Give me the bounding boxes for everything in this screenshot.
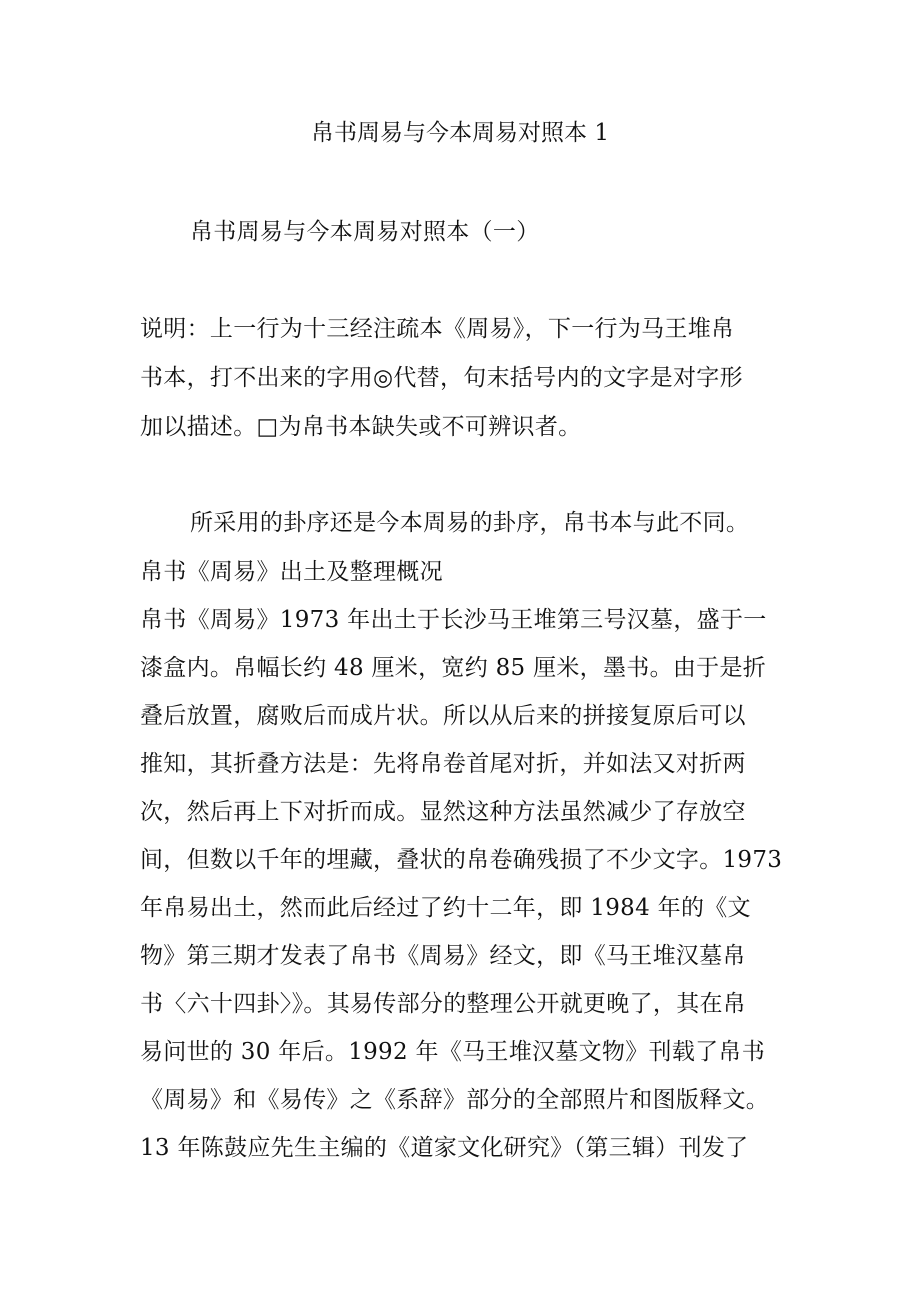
body-line-4: 推知，其折叠方法是：先将帛卷首尾对折，并如法又对折两: [140, 751, 746, 777]
body-line-2: 漆盒内。帛幅长约 48 厘米，宽约 85 厘米，墨书。由于是折: [140, 655, 767, 681]
note-line-1: 说明：上一行为十三经注疏本《周易》，下一行为马王堆帛: [140, 316, 735, 342]
page-title: 帛书周易与今本周易对照本 1: [311, 120, 609, 146]
note-line-2: 书本，打不出来的字用◎代替，句末括号内的文字是对字形: [140, 365, 743, 391]
body-line-3: 叠后放置，腐败后而成片状。所以从后来的拼接复原后可以: [140, 703, 746, 729]
order-paragraph: 所采用的卦序还是今本周易的卦序，帛书本与此不同。: [190, 510, 750, 536]
body-line-7: 年帛易出土，然而此后经过了约十二年，即 1984 年的《文: [140, 895, 751, 921]
body-line-12: 13 年陈鼓应先生主编的《道家文化研究》（第三辑）刊发了: [140, 1135, 749, 1161]
body-line-5: 次，然后再上下对折而成。显然这种方法虽然减少了存放空: [140, 799, 746, 825]
body-line-10: 易问世的 30 年后。1992 年《马王堆汉墓文物》刊载了帛书: [140, 1039, 766, 1065]
subtitle: 帛书周易与今本周易对照本（一）: [190, 219, 540, 245]
body-line-11: 《周易》和《易传》之《系辞》部分的全部照片和图版释文。: [140, 1087, 770, 1113]
body-line-8: 物》第三期才发表了帛书《周易》经文，即《马王堆汉墓帛: [140, 943, 746, 969]
section-heading: 帛书《周易》出土及整理概况: [140, 559, 443, 585]
body-line-6: 间，但数以千年的埋藏，叠状的帛卷确残损了不少文字。1973: [140, 847, 783, 873]
body-line-9: 书〈六十四卦〉》。其易传部分的整理公开就更晚了，其在帛: [140, 991, 747, 1017]
note-line-3: 加以描述。□为帛书本缺失或不可辨识者。: [140, 414, 582, 440]
body-line-1: 帛书《周易》1973 年出土于长沙马王堆第三号汉墓，盛于一: [140, 607, 767, 633]
